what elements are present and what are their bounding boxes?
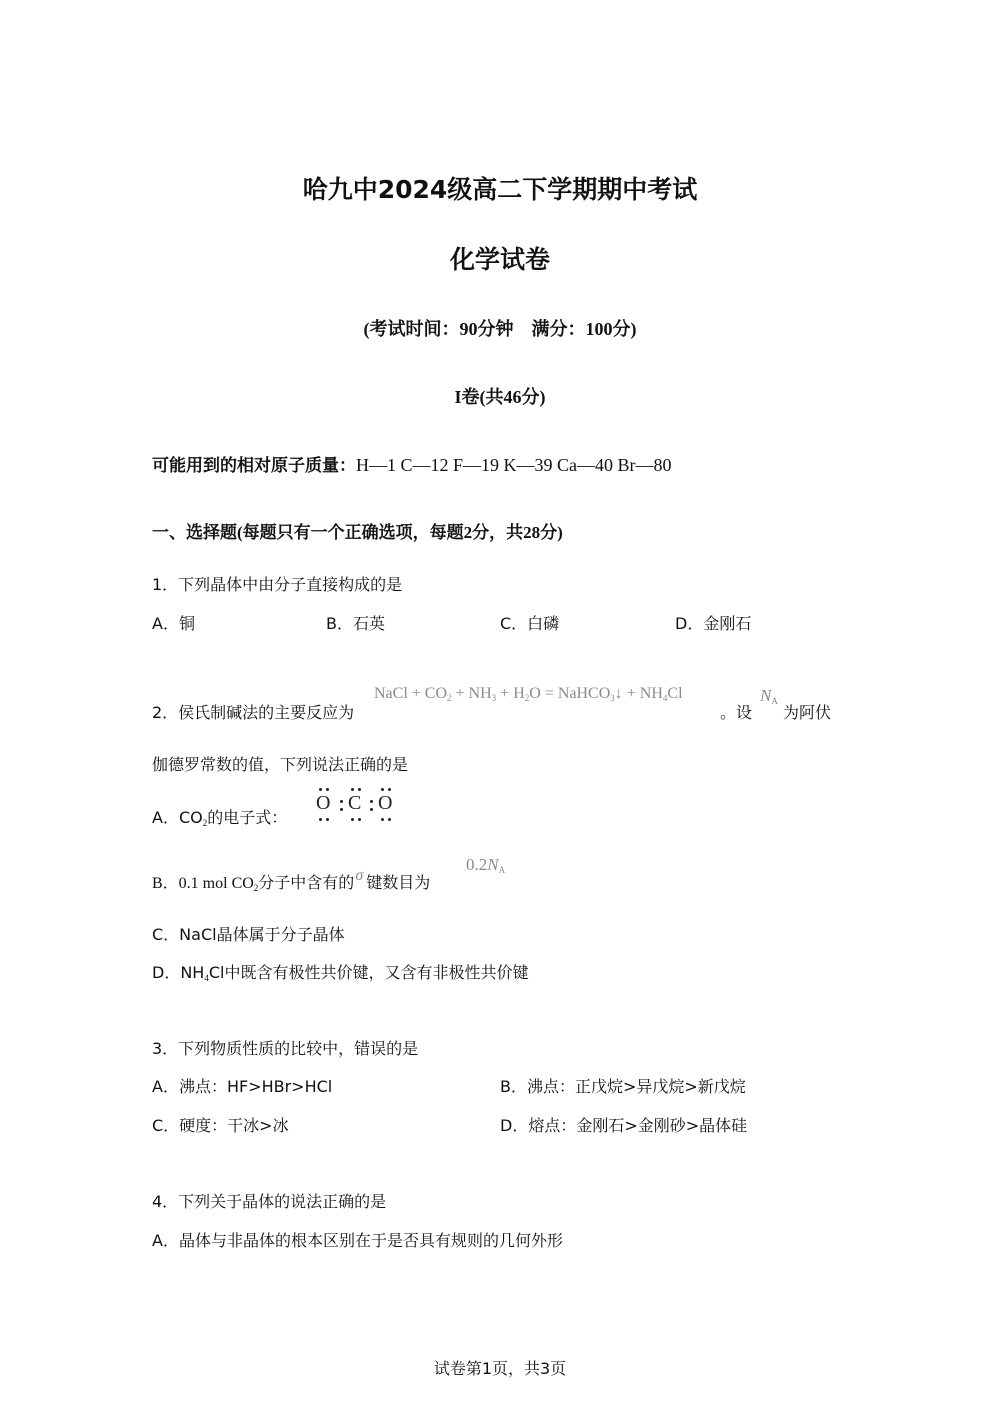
- electron-dot: [388, 788, 391, 791]
- sigma-symbol: σ: [355, 867, 364, 884]
- eq-nahco3: O = NaHCO: [529, 685, 611, 702]
- q2-option-d: [152, 960, 528, 983]
- value-na: N: [487, 855, 499, 874]
- q2-opt-d-sub: 4: [204, 973, 209, 983]
- value-na-sub: A: [498, 865, 506, 875]
- exam-subtitle: 化学试卷: [449, 245, 550, 274]
- electron-dot: [358, 818, 361, 821]
- electron-dot: [381, 818, 384, 821]
- atomic-mass-label: 可能用到的相对原子质量：: [152, 456, 356, 476]
- electron-dot: [326, 818, 329, 821]
- q2-opt-b-mid: 分子中含有的: [258, 873, 355, 892]
- question-2-stem-mid: 。设: [720, 703, 753, 722]
- q3-option-a: A．沸点：HF>HBr>HCl: [152, 1077, 333, 1096]
- lewis-atom-o1: O: [316, 792, 331, 814]
- na-symbol: N: [760, 686, 772, 705]
- electron-dot: [319, 788, 322, 791]
- q1-option-a: A．铜: [152, 614, 195, 633]
- value-number: 0.2: [466, 855, 488, 874]
- question-2-stem-start: 2．侯氏制碱法的主要反应为: [152, 703, 355, 722]
- eq-arrow: ↓ + NH: [614, 685, 663, 702]
- eq-nh3: + NH: [451, 685, 492, 702]
- eq-sub: 3: [491, 693, 497, 703]
- page-footer: 试卷第1页，共3页: [433, 1359, 567, 1378]
- reaction-equation: [374, 685, 683, 703]
- eq-sub: 4: [662, 693, 668, 703]
- q2-opt-d-prefix: D．NH: [152, 963, 205, 982]
- electron-dot: [370, 800, 373, 803]
- q3-option-b: B．沸点：正戊烷>异戊烷>新戊烷: [500, 1077, 746, 1096]
- na-sub: A: [771, 696, 778, 706]
- atomic-mass-line: [152, 451, 672, 476]
- question-3-stem: 3．下列物质性质的比较中，错误的是: [152, 1039, 419, 1058]
- eq-sub: 2: [524, 693, 530, 703]
- eq-cl: Cl: [667, 685, 683, 702]
- q1-option-c: C．白磷: [500, 614, 560, 633]
- question-2-stem-line2: 伽德罗常数的值，下列说法正确的是: [152, 755, 409, 774]
- electron-dot: [351, 788, 354, 791]
- q3-option-c: C．硬度：干冰>冰: [152, 1116, 289, 1135]
- electron-dot: [319, 818, 322, 821]
- avogadro-symbol: [760, 686, 778, 706]
- q3-option-d: D．熔点：金刚石>金刚砂>晶体硅: [500, 1116, 748, 1135]
- question-4-stem: 4．下列关于晶体的说法正确的是: [152, 1192, 387, 1211]
- electron-dot: [351, 818, 354, 821]
- q2-opt-b-prefix: B．0.1 mol CO: [152, 875, 254, 892]
- electron-dot: [370, 808, 373, 811]
- electron-dot: [340, 808, 343, 811]
- electron-dot: [326, 788, 329, 791]
- question-1-stem: 1．下列晶体中由分子直接构成的是: [152, 575, 403, 594]
- atomic-mass-values: H—1 C—12 F—19 K—39 Ca—40 Br—80: [356, 455, 672, 475]
- q2-opt-b-sub: 2: [253, 883, 259, 893]
- electron-dot: [340, 800, 343, 803]
- eq-sub: 2: [447, 693, 452, 703]
- q2-opt-a-suffix: 的电子式：: [207, 808, 288, 827]
- section-title: 一、选择题(每题只有一个正确选项，每题2分，共28分): [152, 523, 563, 542]
- electron-dot: [388, 818, 391, 821]
- q2-opt-a-sub: 2: [202, 818, 208, 828]
- q2-opt-b-value: [466, 855, 505, 875]
- exam-title: 哈九中2024级高二下学期期中考试: [302, 175, 698, 204]
- question-2-stem-end: 为阿伏: [783, 703, 832, 722]
- eq-sub: 3: [610, 693, 615, 703]
- q2-opt-d-suffix: Cl中既含有极性共价键，又含有非极性共价键: [208, 963, 529, 982]
- q1-option-d: D．金刚石: [675, 614, 752, 633]
- co2-lewis-structure: [312, 788, 402, 824]
- volume-label: I卷(共46分): [454, 387, 546, 407]
- q2-opt-a-prefix: A．CO: [152, 808, 203, 827]
- q2-option-c: C．NaCl晶体属于分子晶体: [152, 925, 345, 944]
- q4-option-a: A．晶体与非晶体的根本区别在于是否具有规则的几何外形: [152, 1231, 563, 1250]
- eq-h2o: + H: [496, 685, 525, 702]
- electron-dot: [381, 788, 384, 791]
- eq-nacl: NaCl + CO: [374, 685, 448, 702]
- lewis-atom-o2: O: [378, 792, 393, 814]
- q2-option-a: [152, 805, 287, 828]
- exam-info: (考试时间：90分钟 满分：100分): [363, 319, 637, 339]
- q2-option-b: [152, 867, 431, 893]
- lewis-atom-c: C: [348, 792, 362, 814]
- q1-option-b: B．石英: [326, 614, 385, 633]
- electron-dot: [358, 788, 361, 791]
- q2-opt-b-after: 键数目为: [366, 873, 431, 892]
